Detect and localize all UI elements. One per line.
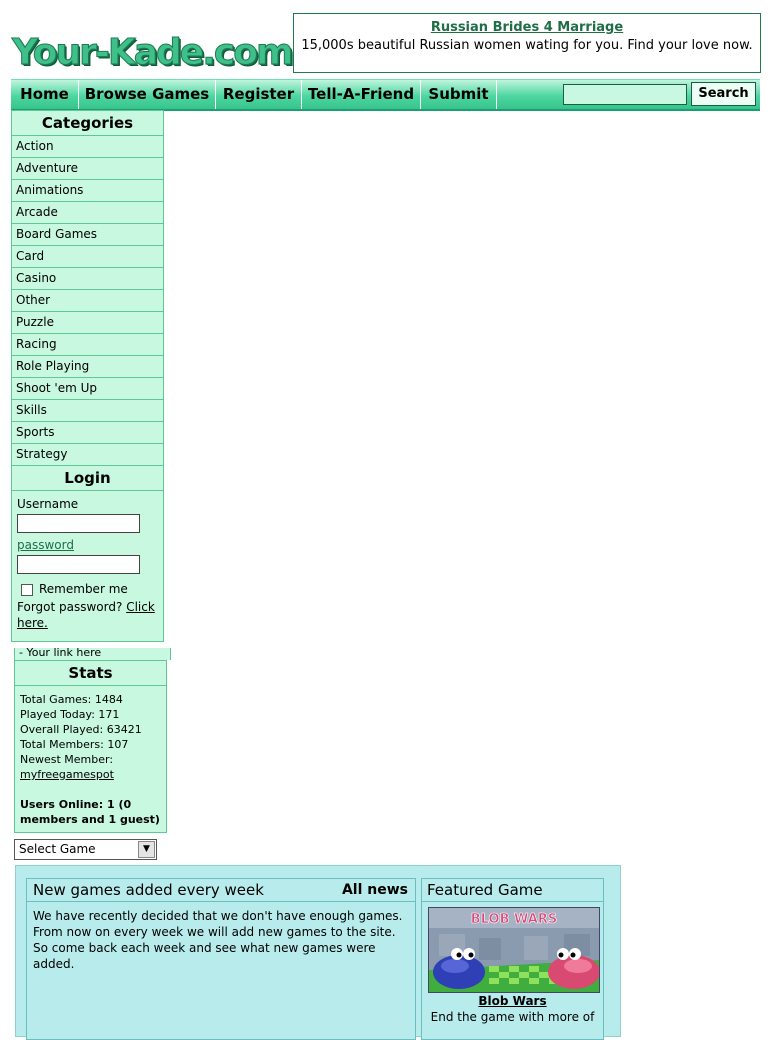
- ad-text: 15,000s beautiful Russian women wating for you. Find your love now.: [301, 38, 753, 53]
- categories-panel: [11, 110, 164, 642]
- users-online: Users Online: 1 (0 members and 1 guest): [20, 798, 160, 826]
- category-casino[interactable]: Casino: [12, 268, 163, 290]
- category-arcade[interactable]: Arcade: [12, 202, 163, 224]
- category-animations[interactable]: Animations: [12, 180, 163, 202]
- ad-title-link[interactable]: Russian Brides 4 Marriage: [430, 20, 624, 35]
- stats-title: Stats: [15, 661, 166, 686]
- stat-newest-label: Newest Member:: [20, 753, 114, 766]
- dropdown-arrow-icon[interactable]: ▼: [138, 841, 155, 858]
- category-racing[interactable]: Racing: [12, 334, 163, 356]
- search-input[interactable]: [563, 84, 687, 105]
- main-nav: [11, 79, 760, 111]
- category-role-playing[interactable]: Role Playing: [12, 356, 163, 378]
- ad-banner: [293, 13, 761, 73]
- nav-register[interactable]: Register: [216, 80, 302, 109]
- your-link-here[interactable]: - Your link here: [19, 648, 102, 659]
- categories-title: Categories: [12, 111, 163, 136]
- category-board-games[interactable]: Board Games: [12, 224, 163, 246]
- all-news-link[interactable]: All news: [341, 882, 408, 898]
- featured-game-description: End the game with more of: [430, 1010, 595, 1024]
- search-button[interactable]: Search: [691, 82, 756, 106]
- forgot-link[interactable]: Click here.: [17, 600, 155, 630]
- newest-member-link[interactable]: myfreegamespot: [20, 768, 114, 781]
- stats-body: [15, 686, 166, 832]
- category-action[interactable]: Action: [12, 136, 163, 158]
- stat-total-games: Total Games: 1484: [20, 693, 123, 706]
- news-title: New games added every week: [33, 881, 264, 899]
- news-panel: [26, 878, 416, 1040]
- thumb-title-text: BLOB WARS: [470, 912, 558, 927]
- password-field[interactable]: [17, 555, 140, 574]
- featured-game-name[interactable]: Blob Wars: [478, 994, 547, 1008]
- remember-label: Remember me: [39, 582, 128, 596]
- login-form: [12, 491, 163, 641]
- blob-wars-image: [429, 908, 599, 992]
- stats-panel: [14, 660, 167, 833]
- category-sports[interactable]: Sports: [12, 422, 163, 444]
- category-adventure[interactable]: Adventure: [12, 158, 163, 180]
- remember-checkbox[interactable]: [21, 584, 33, 596]
- stat-overall-played: Overall Played: 63421: [20, 723, 142, 736]
- forgot-row: [17, 599, 158, 631]
- stat-total-members: Total Members: 107: [20, 738, 129, 751]
- password-label[interactable]: password: [17, 538, 74, 552]
- nav-submit[interactable]: Submit: [421, 80, 497, 109]
- stat-played-today: Played Today: 171: [20, 708, 120, 721]
- username-label: Username: [17, 497, 79, 511]
- category-puzzle[interactable]: Puzzle: [12, 312, 163, 334]
- username-field[interactable]: [17, 514, 140, 533]
- links-panel: [14, 648, 171, 660]
- nav-browse-games[interactable]: Browse Games: [79, 80, 216, 109]
- featured-panel: [421, 878, 604, 1040]
- news-body: We have recently decided that we don't have enough games. From now on every week we will add new games to the site. So come back each week and see what new games were added.: [33, 909, 403, 971]
- nav-tell-a-friend[interactable]: Tell-A-Friend: [302, 80, 421, 109]
- site-logo[interactable]: Your-Kade.com: [12, 32, 292, 73]
- login-title: Login: [12, 466, 163, 491]
- main-content: [15, 865, 621, 1037]
- select-game-value: Select Game: [19, 842, 96, 856]
- category-other[interactable]: Other: [12, 290, 163, 312]
- category-skills[interactable]: Skills: [12, 400, 163, 422]
- category-shoot-em-up[interactable]: Shoot 'em Up: [12, 378, 163, 400]
- featured-title: Featured Game: [422, 879, 603, 902]
- remember-row: [17, 582, 158, 596]
- forgot-text: Forgot password?: [17, 600, 123, 614]
- category-strategy[interactable]: Strategy: [12, 444, 163, 466]
- news-header: [27, 879, 415, 902]
- select-game-dropdown[interactable]: [14, 839, 157, 860]
- category-card[interactable]: Card: [12, 246, 163, 268]
- nav-home[interactable]: Home: [11, 80, 79, 109]
- featured-game-thumbnail[interactable]: [428, 907, 600, 993]
